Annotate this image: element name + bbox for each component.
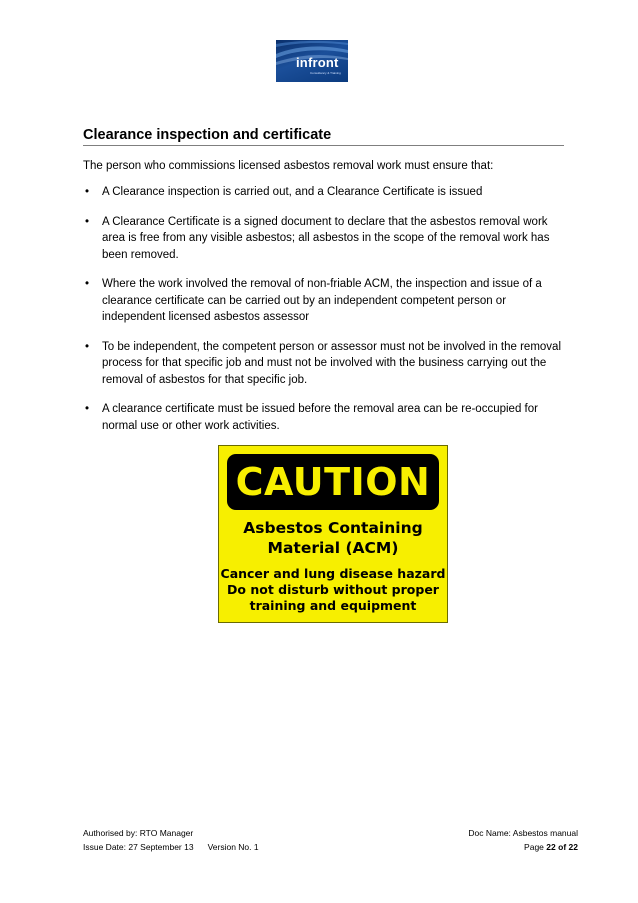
page-footer xyxy=(83,826,578,854)
footer-page-current: 22 xyxy=(546,842,556,852)
caution-sign xyxy=(218,445,448,623)
bullet-icon: • xyxy=(85,186,90,198)
list-item-text: A clearance certificate must be issued before the removal area can be re-occupied for normal use or other work activities. xyxy=(102,403,538,432)
list-item xyxy=(83,214,568,264)
list-item xyxy=(83,339,568,389)
sign-line-3: Cancer and lung disease hazard xyxy=(220,566,446,581)
list-item-text: To be independent, the competent person or assessor must not be involved in the removal process for that specific job and must not be involved with the business carrying out the removal of asbestos for that specific job. xyxy=(102,340,561,386)
list-item xyxy=(83,401,568,434)
list-item xyxy=(83,184,568,201)
logo-tagline: Consultancy & Training xyxy=(310,71,341,75)
bullet-icon: • xyxy=(85,340,90,353)
sign-line-5: training and equipment xyxy=(249,598,417,613)
company-logo xyxy=(276,40,348,82)
footer-issue-date: Issue Date: 27 September 13 xyxy=(83,842,194,852)
bullet-icon: • xyxy=(85,278,90,290)
sign-line-2: Material (ACM) xyxy=(267,539,399,557)
footer-page-number xyxy=(524,840,578,854)
caution-title: CAUTION xyxy=(235,460,431,504)
list-item-text: Where the work involved the removal of non-friable ACM, the inspection and issue of a clearance certificate can be carried out by an independent competent person or independent licensed asbestos assessor xyxy=(102,278,542,323)
bullet-icon: • xyxy=(85,215,90,228)
sign-line-4: Do not disturb without proper xyxy=(227,582,439,597)
requirements-list xyxy=(83,184,568,447)
list-item-text: A Clearance Certificate is a signed document to declare that the asbestos removal work area is free from any visible asbestos; all asbestos in the scope of the removal work has been removed. xyxy=(102,215,550,261)
footer-version: Version No. 1 xyxy=(207,842,259,852)
footer-page-of: of xyxy=(558,842,567,852)
sign-line-1: Asbestos Containing xyxy=(243,519,423,537)
bullet-icon: • xyxy=(85,403,90,415)
caution-banner xyxy=(227,454,439,510)
logo-wordmark: infront xyxy=(296,55,339,70)
footer-page-total: 22 xyxy=(568,842,578,852)
section-heading: Clearance inspection and certificate xyxy=(83,127,564,146)
footer-authorised: Authorised by: RTO Manager xyxy=(83,828,194,838)
footer-page-prefix: Page xyxy=(524,842,544,852)
list-item xyxy=(83,276,568,326)
list-item-text: A Clearance inspection is carried out, and a Clearance Certificate is issued xyxy=(102,186,483,198)
intro-paragraph: The person who commissions licensed asbestos removal work must ensure that: xyxy=(83,160,494,172)
footer-doc-name: Doc Name: Asbestos manual xyxy=(468,828,578,838)
